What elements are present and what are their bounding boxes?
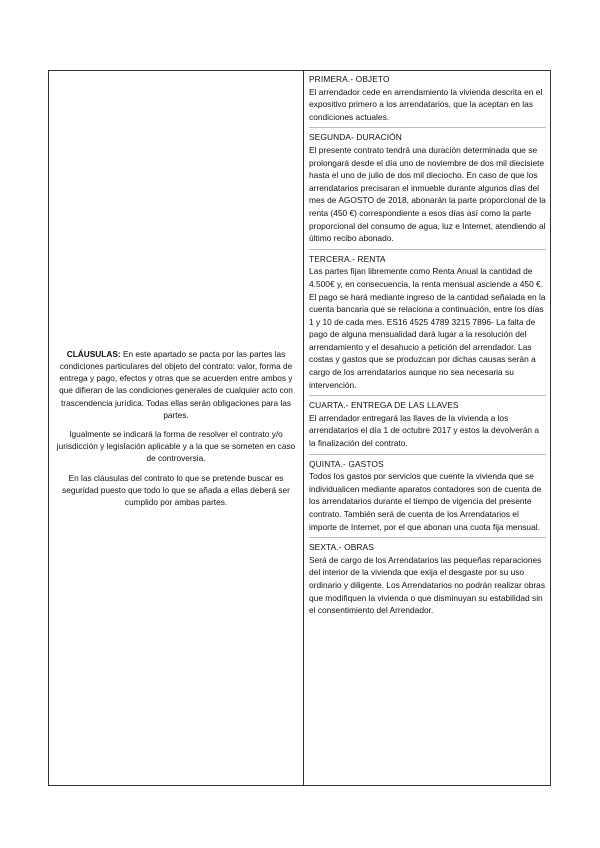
clause-text: Todos los gastos por servicios que cuente la vivienda que se individualicen mediante aparatos contadores son de cuenta de los arrendatarios durante el tiempo de vigencia del presente contrato. También será de cuenta de los Arrendatarios el importe de Internet, por el que abonan una cuota fija mensual. [309, 471, 542, 532]
clause-heading: QUINTA.- GASTOS [309, 458, 384, 469]
clause-heading: CUARTA.- ENTREGA DE LAS LLAVES [309, 400, 459, 411]
clause-segunda [309, 127, 546, 248]
explanation-paragraph-1-text: En este apartado se pacta por las partes las condiciones particulares del objeto del contrato: valor, forma de entrega y pago, efectos y otras que se acuerden entre ambos y que difieran de las condiciones generales de cualquier acto con trascendencia jurídica. Todas ellas serán obligaciones para las partes. [59, 348, 293, 420]
clause-heading: SEXTA.- OBRAS [309, 542, 374, 553]
clause-heading: TERCERA.- RENTA [309, 253, 386, 264]
clauses-cell [304, 71, 550, 785]
clause-sexta [309, 537, 546, 621]
clause-quinta [309, 454, 546, 538]
clause-heading: SEGUNDA- DURACIÓN [309, 132, 402, 143]
explanation-paragraph-1 [55, 348, 297, 421]
clause-text: El arrendador cede en arrendamiento la vivienda descrita en el expositivo primero a los arrendatarios, que la aceptan en las condiciones actuales. [309, 86, 543, 122]
clauses-table [48, 70, 551, 786]
clause-tercera [309, 249, 546, 396]
explanation-paragraph-2: Igualmente se indicará la forma de resolver el contrato y/o jurisdicción y legislación aplicable y a la que se someten en caso de controversia. [56, 429, 296, 464]
clauses-label: CLÁUSULAS: [66, 348, 121, 359]
clause-text: El arrendador entregará las llaves de la vivienda a los arrendatarios el día 1 de octubre 2017 y estos la devolverán a la finalización del contrato. [309, 412, 539, 449]
clause-heading: PRIMERA.- OBJETO [309, 74, 390, 84]
explanation-paragraph-3: En las cláusulas del contrato lo que se pretende buscar es seguridad puesto que todo lo que se añada a ellas deberá ser cumplido por ambas partes. [62, 472, 290, 508]
clause-primera [309, 73, 546, 127]
clause-text: El presente contrato tendrá una duración determinada que se prolongará desde el día uno de noviembre de dos mil diecisiete hasta el uno de julio de dos mil dieciocho. En caso de que los arrendatarios precisaran el inmueble durante algunos días del mes de AGOSTO de 2018, abonarán la parte proporcional de la renta (450 €) correspondiente a esos días así como la parte proporcional del consumo de agua, luz e Internet, atendiendo al último recibo abonado. [309, 144, 546, 244]
clause-text: Será de cargo de los Arrendatarios las pequeñas reparaciones del interior de la vivienda que exija el desgaste por su uso ordinario y diligente. Los Arrendatarios no podrán realizar obras que modifiquen la vivienda o que disminuyan su estabilidad sin el consentimiento del Arrendador. [309, 554, 546, 616]
clause-cuarta [309, 395, 546, 453]
clause-text: Las partes fijan libremente como Renta Anual la cantidad de 4.500€ y, en consecuencia, la renta mensual asciende a 450 €. El pago se hará mediante ingreso de la cantidad señalada en la cuenta bancaria que se relaciona a continuación, entre los días 1 y 10 de cada mes. ES16 4525 4789 3215 7896- La falta de pago de alguna mensualidad dará lugar a la resolución del arrendamiento y el desahucio a petición del arrendador. Las costas y gastos que se produzcan por dichas causas serán a cargo de los arrendatarios aunque no sea necesaria su intervención. [309, 266, 546, 390]
explanation-cell [49, 71, 304, 785]
